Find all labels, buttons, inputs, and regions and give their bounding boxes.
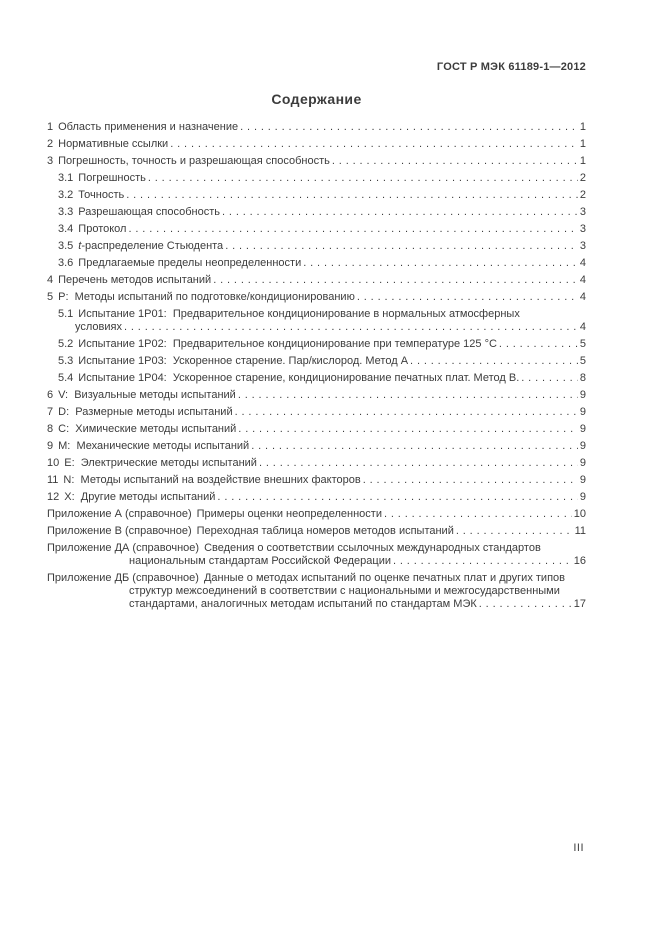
toc-entry bbox=[47, 274, 586, 287]
toc-entry-line bbox=[47, 172, 586, 185]
toc-entry bbox=[47, 389, 586, 402]
toc-page-ref: 9 bbox=[579, 474, 586, 486]
dot-leader bbox=[236, 423, 578, 436]
toc-entry-number: Приложение В (справочное) bbox=[47, 525, 192, 537]
toc-entry bbox=[47, 440, 586, 453]
toc-page-ref: 4 bbox=[579, 257, 586, 269]
toc-entry bbox=[47, 474, 586, 487]
toc-page-ref: 5 bbox=[579, 338, 586, 350]
toc-entry-number: 3.1 bbox=[58, 172, 74, 184]
toc-entry bbox=[47, 457, 586, 470]
dot-leader bbox=[361, 474, 578, 487]
toc-entry bbox=[47, 372, 586, 385]
toc-entry-text: Примеры оценки неопределенности bbox=[196, 508, 382, 520]
toc-entry bbox=[47, 172, 586, 185]
toc-entry-line bbox=[47, 138, 586, 151]
toc-entry-text: Данные о методах испытаний по оценке печатных плат и других типов bbox=[203, 572, 565, 584]
toc-entry-line bbox=[47, 223, 586, 236]
toc-entry-text: Сведения о соответствии ссылочных международных стандартов bbox=[204, 542, 541, 554]
toc-entry-text: E: Электрические методы испытаний bbox=[64, 457, 257, 469]
toc-entry-text: стандартами, аналогичных методам испытаний по стандартам МЭК bbox=[129, 598, 477, 610]
toc-page-ref: 9 bbox=[579, 389, 586, 401]
toc-entry-number: 2 bbox=[47, 138, 54, 150]
toc-entry-line bbox=[47, 542, 586, 555]
toc-entry-line bbox=[47, 321, 586, 334]
toc-entry-text: t-распределение Стьюдента bbox=[78, 240, 224, 252]
toc-entry-number: 5.2 bbox=[58, 338, 74, 350]
toc-entry-number: Приложение ДА (справочное) bbox=[47, 542, 200, 554]
toc-entry-text: P: Методы испытаний по подготовке/кондиционированию bbox=[58, 291, 355, 303]
toc-page-ref: 2 bbox=[579, 189, 586, 201]
toc-entry-line bbox=[47, 189, 586, 202]
toc-entry-number: Приложение А (справочное) bbox=[47, 508, 192, 520]
toc-entry-line bbox=[47, 406, 586, 419]
toc-page-ref: 9 bbox=[579, 423, 586, 435]
toc-entry-number: 5.3 bbox=[58, 355, 74, 367]
dot-leader bbox=[223, 240, 578, 253]
toc-page-ref: 8 bbox=[579, 372, 586, 384]
toc-entry bbox=[47, 308, 586, 334]
toc-entry-number: 3.4 bbox=[58, 223, 74, 235]
toc-entry-number: 6 bbox=[47, 389, 54, 401]
dot-leader bbox=[122, 321, 578, 334]
toc-entry-text: Переходная таблица номеров методов испытаний bbox=[196, 525, 454, 537]
toc-entry-line bbox=[47, 372, 586, 385]
dot-leader bbox=[249, 440, 578, 453]
toc-entry-number: 10 bbox=[47, 457, 60, 469]
toc-entry bbox=[47, 121, 586, 134]
toc-entry bbox=[47, 572, 586, 611]
toc-entry-line bbox=[47, 585, 586, 598]
dot-leader bbox=[215, 491, 577, 504]
toc-entry bbox=[47, 525, 586, 538]
toc-entry-text: Разрешающая способность bbox=[78, 206, 220, 218]
dot-leader bbox=[211, 274, 578, 287]
toc-entry-line bbox=[47, 389, 586, 402]
dot-leader bbox=[391, 555, 572, 568]
toc-entry-text: условиях bbox=[75, 321, 122, 333]
toc-page-ref: 9 bbox=[579, 457, 586, 469]
toc-entry-text: Испытание 1P01: Предварительное кондиционирование в нормальных атмосферных bbox=[78, 308, 520, 320]
toc-entry-text: C: Химические методы испытаний bbox=[58, 423, 237, 435]
dot-leader bbox=[220, 206, 578, 219]
toc-page-ref: 3 bbox=[579, 240, 586, 252]
page-title: Содержание bbox=[271, 91, 362, 107]
dot-leader bbox=[301, 257, 578, 270]
table-of-contents bbox=[47, 121, 586, 615]
dot-leader bbox=[146, 172, 578, 185]
toc-page-ref: 17 bbox=[573, 598, 586, 610]
toc-entry bbox=[47, 189, 586, 202]
toc-entry bbox=[47, 406, 586, 419]
toc-entry-text: X: Другие методы испытаний bbox=[64, 491, 216, 503]
toc-entry-number: 7 bbox=[47, 406, 54, 418]
toc-entry-line bbox=[47, 121, 586, 134]
toc-page-ref: 9 bbox=[579, 491, 586, 503]
toc-entry-text: Область применения и назначение bbox=[58, 121, 239, 133]
toc-entry-number: 1 bbox=[47, 121, 54, 133]
toc-entry-text: Погрешность bbox=[78, 172, 146, 184]
toc-entry-text: Перечень методов испытаний bbox=[58, 274, 212, 286]
toc-entry-text: Нормативные ссылки bbox=[58, 138, 169, 150]
toc-page-ref: 4 bbox=[579, 274, 586, 286]
dot-leader bbox=[236, 389, 578, 402]
toc-entry-number: 3.3 bbox=[58, 206, 74, 218]
toc-entry bbox=[47, 355, 586, 368]
toc-page-ref: 1 bbox=[579, 138, 586, 150]
dot-leader bbox=[454, 525, 573, 538]
toc-entry-text: Испытание 1P02: Предварительное кондиционирование при температуре 125 °С bbox=[78, 338, 497, 350]
toc-entry bbox=[47, 491, 586, 504]
toc-entry bbox=[47, 423, 586, 436]
toc-page-ref: 4 bbox=[579, 321, 586, 333]
toc-entry-text: Испытание 1P03: Ускоренное старение. Пар/кислород. Метод А bbox=[78, 355, 409, 367]
toc-entry-number: 4 bbox=[47, 274, 54, 286]
toc-entry-line bbox=[47, 525, 586, 538]
toc-entry-number: 3.5 bbox=[58, 240, 74, 252]
toc-entry-number: 5.1 bbox=[58, 308, 74, 320]
dot-leader bbox=[477, 598, 572, 611]
toc-entry bbox=[47, 257, 586, 270]
toc-entry-text: V: Визуальные методы испытаний bbox=[58, 389, 236, 401]
toc-entry-line bbox=[47, 423, 586, 436]
dot-leader bbox=[238, 121, 578, 134]
toc-entry-line bbox=[47, 155, 586, 168]
toc-entry-line bbox=[47, 598, 586, 611]
page-number: III bbox=[573, 842, 584, 854]
toc-entry bbox=[47, 223, 586, 236]
toc-entry-number: 3.2 bbox=[58, 189, 74, 201]
dot-leader bbox=[233, 406, 578, 419]
toc-entry bbox=[47, 155, 586, 168]
toc-entry-line bbox=[47, 206, 586, 219]
toc-entry-text: D: Размерные методы испытаний bbox=[58, 406, 233, 418]
dot-leader bbox=[124, 189, 578, 202]
toc-entry bbox=[47, 206, 586, 219]
toc-page-ref: 9 bbox=[579, 440, 586, 452]
toc-entry-number: 5 bbox=[47, 291, 54, 303]
toc-page-ref: 1 bbox=[579, 155, 586, 167]
toc-entry-number: Приложение ДБ (справочное) bbox=[47, 572, 199, 584]
dot-leader bbox=[408, 355, 578, 368]
toc-entry-line bbox=[47, 440, 586, 453]
toc-entry-line bbox=[47, 257, 586, 270]
toc-entry-text: Точность bbox=[78, 189, 125, 201]
toc-page-ref: 1 bbox=[579, 121, 586, 133]
toc-entry bbox=[47, 338, 586, 351]
dot-leader bbox=[126, 223, 577, 236]
toc-page-ref: 5 bbox=[579, 355, 586, 367]
dot-leader bbox=[330, 155, 578, 168]
toc-entry-text: N: Методы испытаний на воздействие внешних факторов bbox=[63, 474, 361, 486]
toc-entry bbox=[47, 138, 586, 151]
toc-entry bbox=[47, 291, 586, 304]
dot-leader bbox=[519, 372, 578, 385]
toc-page-ref: 3 bbox=[579, 223, 586, 235]
toc-entry bbox=[47, 240, 586, 253]
toc-entry-number: 5.4 bbox=[58, 372, 74, 384]
toc-entry-line bbox=[47, 555, 586, 568]
dot-leader bbox=[382, 508, 572, 521]
toc-entry-number: 8 bbox=[47, 423, 54, 435]
document-code: ГОСТ Р МЭК 61189-1—2012 bbox=[436, 61, 586, 73]
toc-entry-line bbox=[47, 457, 586, 470]
toc-entry-line bbox=[47, 274, 586, 287]
toc-entry-line bbox=[47, 240, 586, 253]
toc-entry-text: национальным стандартам Российской Федерации bbox=[129, 555, 391, 567]
toc-entry-line bbox=[47, 338, 586, 351]
dot-leader bbox=[355, 291, 578, 304]
toc-page-ref: 16 bbox=[573, 555, 586, 567]
toc-entry-text: Предлагаемые пределы неопределенности bbox=[78, 257, 302, 269]
toc-entry-line bbox=[47, 572, 586, 585]
toc-entry-line bbox=[47, 491, 586, 504]
toc-entry-text: Испытание 1P04: Ускоренное старение, кондиционирование печатных плат. Метод В. bbox=[78, 372, 520, 384]
toc-entry-number: 9 bbox=[47, 440, 54, 452]
toc-entry-number: 11 bbox=[47, 474, 59, 486]
toc-entry bbox=[47, 542, 586, 568]
toc-page-ref: 10 bbox=[573, 508, 586, 520]
toc-page-ref: 2 bbox=[579, 172, 586, 184]
toc-entry bbox=[47, 508, 586, 521]
toc-entry-text: структур межсоединений в соответствии с национальными и межгосударственными bbox=[129, 585, 560, 597]
toc-entry-line bbox=[47, 508, 586, 521]
toc-entry-number: 3 bbox=[47, 155, 54, 167]
toc-entry-number: 3.6 bbox=[58, 257, 74, 269]
toc-entry-text: Протокол bbox=[78, 223, 127, 235]
dot-leader bbox=[168, 138, 578, 151]
toc-page-ref: 4 bbox=[579, 291, 586, 303]
toc-page-ref: 9 bbox=[579, 406, 586, 418]
toc-page-ref: 3 bbox=[579, 206, 586, 218]
toc-entry-text: M: Механические методы испытаний bbox=[58, 440, 250, 452]
toc-entry-number: 12 bbox=[47, 491, 60, 503]
dot-leader bbox=[257, 457, 578, 470]
toc-entry-text: Погрешность, точность и разрешающая способность bbox=[58, 155, 330, 167]
toc-page-ref: 11 bbox=[574, 525, 586, 537]
toc-entry-line bbox=[47, 308, 586, 321]
dot-leader bbox=[497, 338, 578, 351]
toc-entry-line bbox=[47, 355, 586, 368]
toc-entry-line bbox=[47, 291, 586, 304]
toc-entry-line bbox=[47, 474, 586, 487]
